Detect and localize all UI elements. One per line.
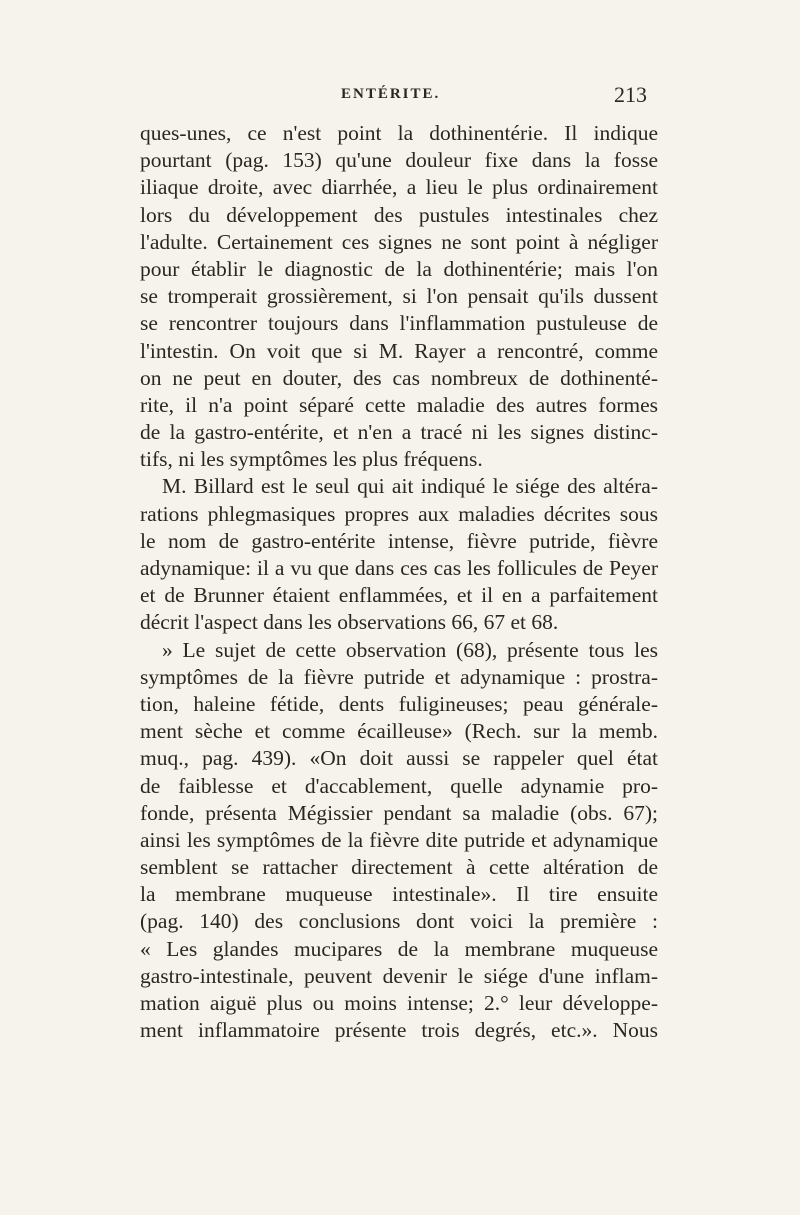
- text-line: on ne peut en douter, des cas nombreux de dothinenté-: [140, 365, 658, 390]
- text-line: « Les glandes mucipares de la membrane muqueuse: [140, 936, 658, 961]
- body-text: [140, 120, 658, 1044]
- paragraph-end-line: tifs, ni les symptômes les plus fréquens.: [140, 447, 483, 472]
- text-line: semblent se rattacher directement à cette altération de: [140, 855, 658, 880]
- text-line: la membrane muqueuse intestinale». Il tire ensuite: [140, 882, 658, 907]
- text-line: rations phlegmasiques propres aux maladies décrites sous: [140, 501, 658, 526]
- text-line: le nom de gastro-entérite intense, fièvre putride, fièvre: [140, 528, 658, 553]
- text-line: muq., pag. 439). «On doit aussi se rappeler quel état: [140, 746, 658, 771]
- paragraph-end-line: décrit l'aspect dans les observations 66, 67 et 68.: [140, 610, 559, 635]
- paragraph-start-line: » Le sujet de cette observation (68), présente tous les: [162, 637, 658, 662]
- text-line: et de Brunner étaient enflammées, et il en a parfaitement: [140, 583, 658, 608]
- text-line: l'adulte. Certainement ces signes ne sont point à négliger: [140, 229, 658, 254]
- text-line: pour établir le diagnostic de la dothinentérie; mais l'on: [140, 256, 658, 281]
- text-line: (pag. 140) des conclusions dont voici la première :: [140, 909, 658, 934]
- text-line: ques-unes, ce n'est point la dothinentérie. Il indique: [140, 121, 658, 145]
- text-line: symptômes de la fièvre putride et adynamique : prostra-: [140, 664, 658, 689]
- paragraph-start-line: M. Billard est le seul qui ait indiqué le siége des altéra-: [162, 474, 658, 499]
- text-line: de la gastro-entérite, et n'en a tracé ni les signes distinc-: [140, 420, 658, 445]
- text-line: tion, haleine fétide, dents fuligineuses; peau générale-: [140, 691, 658, 716]
- text-line: se tromperait grossièrement, si l'on pensait qu'ils dussent: [140, 284, 658, 309]
- page-number: 213: [614, 82, 647, 107]
- text-line: adynamique: il a vu que dans ces cas les follicules de Peyer: [140, 556, 658, 580]
- text-line: rite, il n'a point séparé cette maladie des autres formes: [140, 392, 658, 417]
- running-head: [0, 82, 800, 116]
- running-title: ENTÉRITE.: [341, 86, 441, 102]
- text-line: mation aiguë plus ou moins intense; 2.° leur développe-: [140, 991, 658, 1015]
- text-line: de faiblesse et d'accablement, quelle adynamie pro-: [140, 773, 658, 798]
- text-line: gastro-intestinale, peuvent devenir le siége d'une inflam-: [140, 963, 658, 988]
- text-line: iliaque droite, avec diarrhée, a lieu le plus ordinairement: [140, 175, 658, 200]
- text-line: lors du développement des pustules intestinales chez: [140, 202, 658, 227]
- text-line: ment inflammatoire présente trois degrés, etc.». Nous: [140, 1018, 658, 1043]
- text-line: fonde, présenta Mégissier pendant sa maladie (obs. 67);: [140, 800, 658, 825]
- text-line: pourtant (pag. 153) qu'une douleur fixe dans la fosse: [140, 148, 658, 173]
- text-line: ainsi les symptômes de la fièvre dite putride et adynamique: [140, 827, 658, 852]
- text-line: l'intestin. On voit que si M. Rayer a rencontré, comme: [140, 338, 658, 363]
- text-line: ment sèche et comme écailleuse» (Rech. sur la memb.: [140, 719, 658, 744]
- text-line: se rencontrer toujours dans l'inflammation pustuleuse de: [140, 311, 658, 336]
